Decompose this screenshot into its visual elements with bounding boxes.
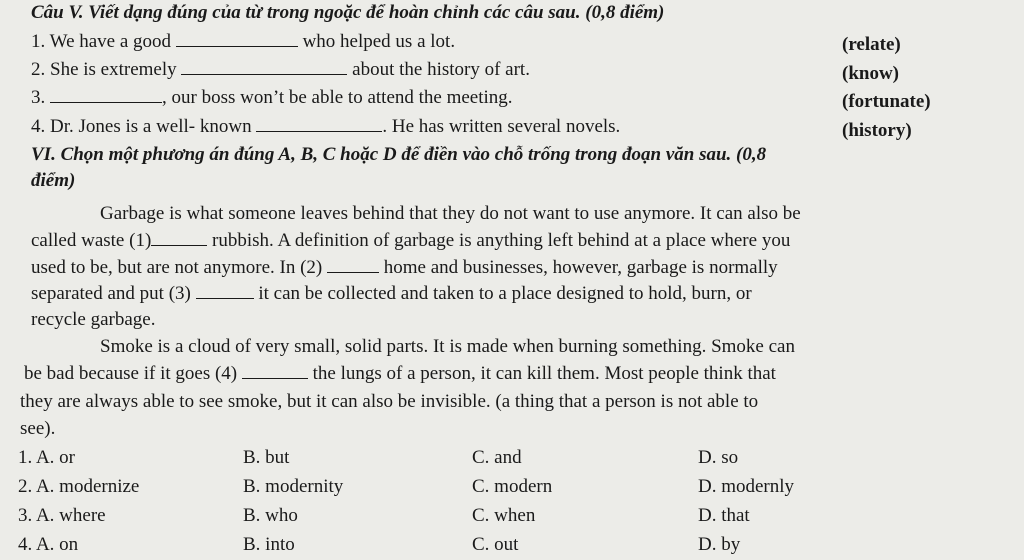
section-6-title-cont: điểm) xyxy=(31,170,76,191)
question-5-2 xyxy=(31,59,530,81)
passage-line: recycle garbage. xyxy=(31,309,156,330)
option-3a: 3. A. where xyxy=(18,505,106,526)
passage-text: rubbish. A definition of garbage is anything left behind at a place where you xyxy=(212,230,791,251)
option-4d: D. by xyxy=(698,534,741,555)
hint-history: (history) xyxy=(842,120,912,141)
option-4c: C. out xyxy=(472,534,519,555)
option-1b: B. but xyxy=(243,447,290,468)
option-3b: B. who xyxy=(243,505,298,526)
passage-line xyxy=(24,363,776,385)
question-5-4-text: 4. Dr. Jones is a well- known xyxy=(31,116,252,137)
option-1a: 1. A. or xyxy=(18,447,75,468)
passage-text: used to be, but are not anymore. In (2) xyxy=(31,257,323,278)
option-1d: D. so xyxy=(698,447,739,468)
question-5-1 xyxy=(31,31,455,53)
passage-line xyxy=(31,230,790,252)
passage-line: Garbage is what someone leaves behind that they do not want to use anymore. It can also be xyxy=(100,203,801,224)
passage-blank-1 xyxy=(151,230,207,246)
option-2c: C. modern xyxy=(472,476,553,497)
passage-text: called waste (1) xyxy=(31,230,152,251)
hint-know: (know) xyxy=(842,63,900,84)
hint-fortunate: (fortunate) xyxy=(842,91,931,112)
passage-line: they are always able to see smoke, but it can also be invisible. (a thing that a person is not able to xyxy=(20,391,759,412)
question-5-3 xyxy=(31,87,513,109)
answer-blank xyxy=(176,31,298,47)
passage-line: see). xyxy=(20,418,56,439)
passage-text: separated and put (3) xyxy=(31,283,191,304)
passage-line: Smoke is a cloud of very small, solid parts. It is made when burning something. Smoke can xyxy=(100,336,795,357)
question-5-3-text: , our boss won’t be able to attend the meeting. xyxy=(162,87,513,108)
section-6-title: VI. Chọn một phương án đúng A, B, C hoặc D để điền vào chỗ trống trong đoạn văn sau. (0,8 xyxy=(31,144,767,165)
passage-text: home and businesses, however, garbage is normally xyxy=(383,257,778,278)
passage-line xyxy=(31,257,778,279)
question-5-1-text: who helped us a lot. xyxy=(302,31,456,52)
hint-relate: (relate) xyxy=(842,34,901,55)
passage-text: the lungs of a person, it can kill them. Most people think that xyxy=(312,363,776,384)
section-5-title: Câu V. Viết dạng đúng của từ trong ngoặc để hoàn chỉnh các câu sau. (0,8 điểm) xyxy=(31,2,665,23)
option-4b: B. into xyxy=(243,534,295,555)
option-3c: C. when xyxy=(472,505,536,526)
answer-blank xyxy=(181,59,347,75)
passage-blank-3 xyxy=(196,283,254,299)
question-5-1-text: 1. We have a good xyxy=(31,31,172,52)
question-5-3-text: 3. xyxy=(31,87,46,108)
question-5-4-text: . He has written several novels. xyxy=(382,116,621,137)
option-1c: C. and xyxy=(472,447,522,468)
question-5-2-text: about the history of art. xyxy=(352,59,530,80)
answer-blank xyxy=(256,116,382,132)
option-2a: 2. A. modernize xyxy=(18,476,140,497)
option-2d: D. modernly xyxy=(698,476,795,497)
passage-text: it can be collected and taken to a place designed to hold, burn, or xyxy=(258,283,752,304)
option-3d: D. that xyxy=(698,505,750,526)
passage-line xyxy=(31,283,752,305)
passage-blank-4 xyxy=(242,363,308,379)
question-5-4 xyxy=(31,116,620,138)
answer-blank xyxy=(50,87,162,103)
passage-text: be bad because if it goes (4) xyxy=(24,363,238,384)
option-4a: 4. A. on xyxy=(18,534,79,555)
passage-blank-2 xyxy=(327,257,379,273)
question-5-2-text: 2. She is extremely xyxy=(31,59,177,80)
option-2b: B. modernity xyxy=(243,476,344,497)
